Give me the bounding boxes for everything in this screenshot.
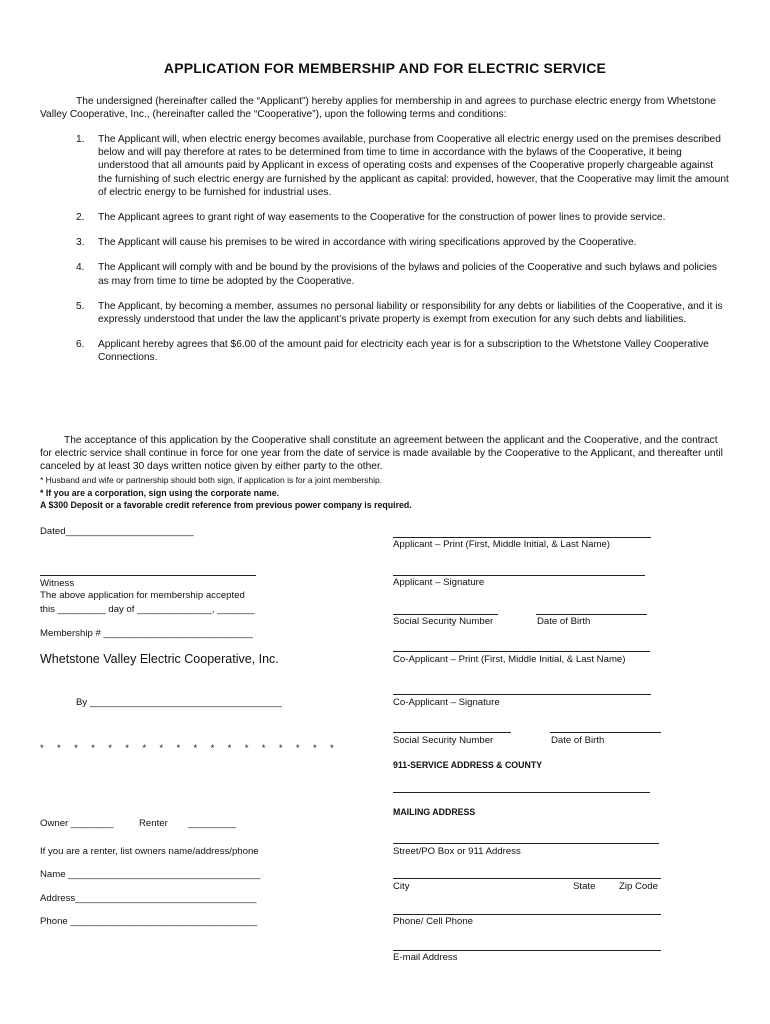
term-item bbox=[40, 211, 730, 224]
dob2-line[interactable] bbox=[550, 732, 661, 733]
renter-field[interactable]: _________ bbox=[188, 818, 237, 829]
joint-membership-note: * Husband and wife or partnership should both sign, if application is for a joint membership. bbox=[40, 475, 383, 485]
coapplicant-signature-label: Co-Applicant – Signature bbox=[393, 697, 500, 708]
city-line[interactable] bbox=[393, 878, 661, 879]
term-item bbox=[40, 261, 730, 287]
term-item bbox=[40, 338, 730, 364]
renter-note: If you are a renter, list owners name/address/phone bbox=[40, 846, 259, 857]
intro-paragraph: The undersigned (hereinafter called the “Applicant”) hereby applies for membership in and agrees to purchase electric energy from Whetstone Valley Cooperative, Inc., (hereinafter called the “Cooperative”), upon the following terms and conditions: bbox=[40, 96, 716, 120]
owner-field[interactable]: Owner ________ bbox=[40, 818, 114, 829]
dob-label: Date of Birth bbox=[537, 616, 591, 627]
renter-label: Renter bbox=[139, 818, 168, 829]
state-label: State bbox=[573, 881, 596, 892]
term-number: 6. bbox=[76, 339, 85, 351]
term-number: 5. bbox=[76, 300, 85, 312]
zip-label: Zip Code bbox=[619, 881, 658, 892]
page-title: APPLICATION FOR MEMBERSHIP AND FOR ELECTRIC SERVICE bbox=[163, 60, 607, 76]
separator-stars: * * * * * * * * * * * * * * * * * * bbox=[40, 743, 334, 754]
city-label: City bbox=[393, 881, 410, 892]
terms-list bbox=[40, 133, 730, 377]
coapplicant-signature-line[interactable] bbox=[393, 694, 651, 695]
coapplicant-print-line[interactable] bbox=[393, 651, 650, 652]
term-number: 4. bbox=[76, 262, 85, 274]
phone-line[interactable] bbox=[393, 914, 661, 915]
owner-address-field[interactable]: Address__________________________________ bbox=[40, 893, 257, 904]
term-text: The Applicant, by becoming a member, assumes no personal liability or responsibility for any debts or liabilities of the Cooperative, and it is expressly understood that under the law the applicant’s private property is exempt from execution for any such debts and liabilities. bbox=[98, 300, 723, 326]
term-text: Applicant hereby agrees that $6.00 of the amount paid for electricity each year is for a subscription to the Whetstone Valley Cooperative Connections. bbox=[98, 339, 709, 364]
phone-label: Phone/ Cell Phone bbox=[393, 916, 474, 927]
term-text: The Applicant will comply with and be bound by the provisions of the bylaws and policies of the Cooperative and such bylaws and policies as may from time to time be adopted by the Cooperative. bbox=[98, 262, 717, 287]
dob-line[interactable] bbox=[536, 614, 647, 615]
ssn-line[interactable] bbox=[393, 614, 498, 615]
accepted-label: The above application for membership accepted bbox=[40, 590, 245, 601]
term-item bbox=[40, 236, 730, 249]
acceptance-paragraph: The acceptance of this application by the Cooperative shall constitute an agreement between the applicant and the Cooperative, and the contract for electric service shall continue in force for one year from the date of service is made available by the Cooperative to the Applicant, and thereafter until canceled by at least 30 days written notice given by either party to the other. bbox=[40, 435, 723, 472]
accepted-date-field[interactable]: this _________ day of ______________, _______ bbox=[40, 604, 255, 615]
deposit-note: A $300 Deposit or a favorable credit reference from previous power company is required. bbox=[40, 500, 412, 510]
service-address-line[interactable] bbox=[393, 792, 650, 793]
term-text: The Applicant will cause his premises to be wired in accordance with wiring specifications approved by the Cooperative. bbox=[98, 237, 637, 249]
street-label: Street/PO Box or 911 Address bbox=[393, 846, 521, 857]
membership-number-field[interactable]: Membership # ____________________________ bbox=[40, 628, 253, 639]
coapplicant-print-label: Co-Applicant – Print (First, Middle Initial, & Last Name) bbox=[393, 654, 626, 665]
applicant-signature-label: Applicant – Signature bbox=[393, 577, 485, 588]
owner-phone-field[interactable]: Phone ___________________________________ bbox=[40, 916, 258, 927]
email-label: E-mail Address bbox=[393, 952, 458, 963]
witness-line[interactable] bbox=[40, 575, 256, 576]
witness-label: Witness bbox=[40, 578, 75, 589]
street-line[interactable] bbox=[393, 843, 659, 844]
ssn2-line[interactable] bbox=[393, 732, 511, 733]
applicant-signature-line[interactable] bbox=[393, 575, 645, 576]
term-number: 3. bbox=[76, 237, 85, 249]
by-signature-field[interactable]: By ____________________________________ bbox=[76, 697, 282, 708]
owner-name-field[interactable]: Name ____________________________________ bbox=[40, 869, 261, 880]
term-text: The Applicant agrees to grant right of way easements to the Cooperative for the construction of power lines to provide service. bbox=[98, 212, 666, 224]
coapplicant-dob-label: Date of Birth bbox=[551, 735, 605, 746]
term-number: 1. bbox=[76, 134, 85, 145]
service-address-heading: 911-SERVICE ADDRESS & COUNTY bbox=[393, 760, 543, 770]
dated-field[interactable]: Dated________________________ bbox=[40, 526, 194, 537]
term-number: 2. bbox=[76, 212, 85, 224]
coapplicant-ssn-label: Social Security Number bbox=[393, 735, 494, 746]
corporation-note: * If you are a corporation, sign using the corporate name. bbox=[40, 488, 280, 498]
ssn-label: Social Security Number bbox=[393, 616, 494, 627]
applicant-print-line[interactable] bbox=[393, 537, 651, 538]
cooperative-name: Whetstone Valley Electric Cooperative, Inc. bbox=[40, 652, 279, 666]
term-item bbox=[40, 133, 730, 199]
applicant-print-label: Applicant – Print (First, Middle Initial, & Last Name) bbox=[393, 539, 611, 550]
mailing-address-heading: MAILING ADDRESS bbox=[393, 807, 476, 817]
term-item bbox=[40, 300, 730, 326]
email-line[interactable] bbox=[393, 950, 661, 951]
term-text: The Applicant will, when electric energy becomes available, purchase from Cooperative all electric energy used on the premises described below and will pay therefore at rates to be determined from time to time in accordance with the bylaws of the Cooperative, it being understood that all amounts paid by Applicant in excess of operating costs and expenses of the Cooperative properly chargeable against the furnishing of such electric energy are furnished by the applicant as capital: provided, however, that the Cooperative may limit the amount of electric energy to be furnished for industrial uses. bbox=[98, 134, 729, 198]
